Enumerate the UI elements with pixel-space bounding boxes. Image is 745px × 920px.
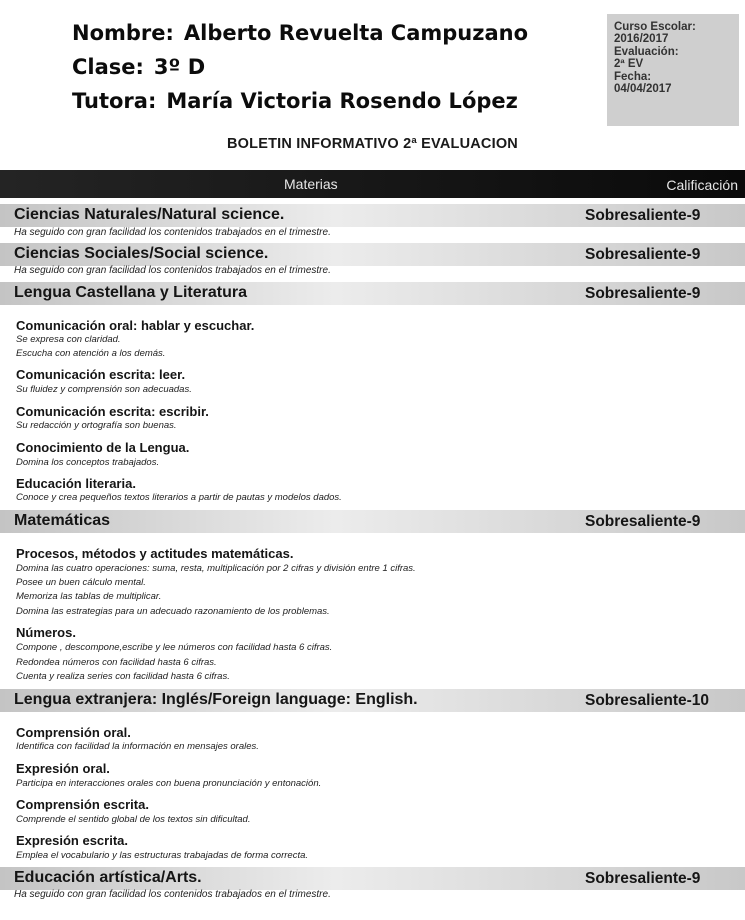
school-year-label: Curso Escolar:	[614, 21, 696, 33]
criterion-line: Participa en interacciones orales con buena pronunciación y entonación.	[16, 778, 322, 789]
class-label: Clase:	[72, 55, 144, 79]
subject-grade: Sobresaliente-9	[585, 285, 701, 302]
criterion-title: Expresión escrita.	[16, 833, 128, 848]
criterion-title: Expresión oral.	[16, 761, 110, 776]
student-class: 3º D	[153, 55, 206, 79]
subject-note: Ha seguido con gran facilidad los contenidos trabajados en el trimestre.	[14, 265, 331, 276]
criterion-line: Memoriza las tablas de multiplicar.	[16, 591, 162, 602]
column-grade: Calificación	[666, 177, 738, 193]
criterion-title: Comunicación escrita: escribir.	[16, 404, 209, 419]
school-info-box	[607, 14, 739, 126]
criterion-line: Su redacción y ortografía son buenas.	[16, 420, 177, 431]
document-title: BOLETIN INFORMATIVO 2ª EVALUACION	[227, 136, 518, 152]
criterion-title: Comunicación oral: hablar y escuchar.	[16, 318, 255, 333]
subject-grade: Sobresaliente-9	[585, 513, 701, 530]
criterion-title: Comprensión escrita.	[16, 797, 149, 812]
criterion-line: Comprende el sentido global de los textos sin dificultad.	[16, 814, 251, 825]
criterion-line: Cuenta y realiza series con facilidad hasta 6 cifras.	[16, 671, 230, 682]
table-header	[0, 170, 745, 198]
criterion-line: Su fluidez y comprensión son adecuadas.	[16, 384, 192, 395]
student-info	[72, 16, 528, 118]
subject-note: Ha seguido con gran facilidad los contenidos trabajados en el trimestre.	[14, 227, 331, 238]
criterion-line: Se expresa con claridad.	[16, 334, 121, 345]
subject-grade: Sobresaliente-9	[585, 246, 701, 263]
subject-note: Ha seguido con gran facilidad los contenidos trabajados en el trimestre.	[14, 889, 331, 900]
criterion-line: Domina las estrategias para un adecuado razonamiento de los problemas.	[16, 606, 330, 617]
subject-row	[0, 510, 745, 533]
criterion-line: Emplea el vocabulario y las estructuras trabajadas de forma correcta.	[16, 850, 308, 861]
criterion-line: Conoce y crea pequeños textos literarios a partir de pautas y modelos dados.	[16, 492, 342, 503]
subject-name: Matemáticas	[14, 512, 111, 529]
subject-name: Lengua Castellana y Literatura	[14, 284, 247, 301]
subject-name: Ciencias Sociales/Social science.	[14, 245, 269, 262]
student-tutor-row	[72, 84, 528, 118]
criterion-line: Domina los conceptos trabajados.	[16, 457, 160, 468]
criterion-line: Escucha con atención a los demás.	[16, 348, 166, 359]
subject-row	[0, 867, 745, 890]
criterion-line: Domina las cuatro operaciones: suma, resta, multiplicación por 2 cifras y división entre 1 cifras.	[16, 563, 416, 574]
subject-name: Ciencias Naturales/Natural science.	[14, 206, 285, 223]
date-label: Fecha:	[614, 70, 652, 83]
student-tutor: María Victoria Rosendo López	[166, 89, 518, 113]
student-name: Alberto Revuelta Campuzano	[183, 21, 529, 45]
column-subject: Materias	[284, 176, 338, 192]
student-class-row	[72, 50, 528, 84]
criterion-line: Redondea números con facilidad hasta 6 cifras.	[16, 657, 217, 668]
criterion-line: Compone , descompone,escribe y lee números con facilidad hasta 6 cifras.	[16, 642, 333, 653]
subject-grade: Sobresaliente-10	[585, 692, 710, 709]
subject-name: Educación artística/Arts.	[14, 869, 202, 886]
criterion-title: Educación literaria.	[16, 476, 136, 491]
tutor-label: Tutora:	[72, 89, 157, 113]
criterion-title: Números.	[16, 625, 76, 640]
name-label: Nombre:	[72, 21, 174, 45]
criterion-title: Comunicación escrita: leer.	[16, 367, 186, 382]
criterion-line: Identifica con facilidad la información en mensajes orales.	[16, 741, 259, 752]
subject-grade: Sobresaliente-9	[585, 207, 701, 224]
criterion-title: Procesos, métodos y actitudes matemáticas.	[16, 546, 294, 561]
student-name-row	[72, 16, 528, 50]
subject-row	[0, 689, 745, 712]
criterion-title: Comprensión oral.	[16, 725, 131, 740]
date: 04/04/2017	[614, 83, 672, 96]
subject-row	[0, 282, 745, 305]
subject-name: Lengua extranjera: Inglés/Foreign language: English.	[14, 691, 418, 708]
subject-row	[0, 204, 745, 227]
evaluation-label: Evaluación:	[614, 45, 679, 58]
subject-grade: Sobresaliente-9	[585, 870, 701, 887]
school-year: 2016/2017	[614, 33, 669, 46]
criterion-line: Posee un buen cálculo mental.	[16, 577, 146, 588]
evaluation: 2ª EV	[614, 58, 644, 71]
subject-row	[0, 243, 745, 266]
criterion-title: Conocimiento de la Lengua.	[16, 440, 190, 455]
